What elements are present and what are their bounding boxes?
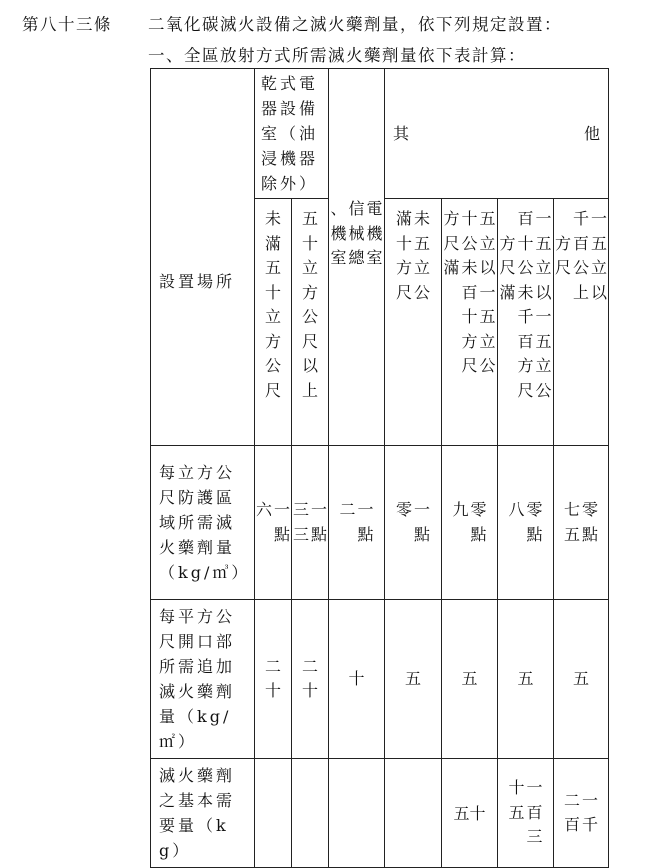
row3-label-cell: [151, 759, 255, 868]
group-dry-electric: [255, 69, 329, 199]
o4-line-1: 一 五 立 以: [590, 209, 607, 302]
col-other-2-text: [442, 199, 497, 379]
col-other-1: [385, 199, 442, 446]
row1-label-cell: [151, 446, 255, 600]
row3-value-3: [329, 759, 385, 868]
r1-value-7-line-1: 零 點: [581, 500, 598, 544]
col-other-2: [442, 199, 498, 446]
col-other-4-text: [554, 199, 608, 305]
item-one-text: 一、全區放射方式所需滅火藥劑量依下表計算：: [148, 46, 526, 65]
group-other-char1: 其: [393, 124, 410, 143]
col-telecom: [329, 69, 385, 446]
row2-value-5: [442, 600, 498, 759]
r1-value-3-line-1: 一 點: [357, 500, 374, 544]
extinguishing-agent-table: [150, 68, 609, 868]
row-header-label: 設置場所: [159, 271, 236, 291]
row2-value-4: [385, 600, 442, 759]
r2-value-2-line-1: 二 十: [301, 656, 318, 700]
row3-value-2: [292, 759, 329, 868]
r3-value-6-line-1: 一 百 三: [526, 778, 543, 847]
row2-value-2: [292, 600, 329, 759]
r2-value-1-line-1: 二 十: [264, 656, 281, 700]
r1-value-5-line-1: 零 點: [470, 500, 487, 544]
r1-value-2-line-1: 一 點: [310, 500, 327, 544]
row1-label: 每立方公尺防護區域所需滅火藥劑量（kg/㎥）: [159, 463, 251, 582]
r1-value-1-line-1: 一 點: [273, 500, 290, 544]
col-other-4: [554, 199, 609, 446]
group-dry-label: 乾式電器設備室（油浸機器除外）: [261, 74, 319, 193]
o3-line-3: 方 尺 滿: [499, 233, 516, 302]
col-other-3: [498, 199, 554, 446]
col-dry-small-text: [255, 199, 291, 403]
r3-value-7-line-1: 一 千: [581, 790, 598, 834]
row1-value-5: [442, 446, 498, 600]
r2-value-3-line-1: 十: [348, 668, 365, 688]
col-dry-large-text: [292, 199, 328, 403]
r1-value-7-line-2: 七 五: [563, 500, 580, 544]
row3-value-6: [498, 759, 554, 868]
row3-value-4: [385, 759, 442, 868]
o2-line-1: 五 立 以 一 五 立 公: [479, 209, 496, 375]
row2-label: 每平方公尺開口部所需追加滅火藥劑量（kg/㎡）: [159, 607, 236, 751]
r2-value-4-line-1: 五: [404, 668, 421, 688]
r1-value-3-line-2: 二: [339, 500, 356, 519]
r1-value-6-line-1: 零 點: [526, 500, 543, 544]
row-header-cell: [151, 69, 255, 446]
r1-value-4-line-1: 一 點: [413, 500, 430, 544]
r3-value-6-line-2: 十 五: [508, 778, 525, 822]
row1-value-2: [292, 446, 329, 600]
o3-line-1: 一 五 立 以 一 五 立 公: [535, 209, 552, 400]
row2-value-3: [329, 600, 385, 759]
r2-value-5-line-1: 五: [461, 668, 478, 688]
col-other-1-text: [385, 199, 441, 305]
article-number: 第八十三條: [22, 15, 112, 34]
tele-line-2: 信 械 總: [348, 199, 365, 267]
r1-value-4-line-2: 零: [395, 500, 412, 519]
row1-value-6: [498, 446, 554, 600]
r1-value-6-line-2: 八: [508, 500, 525, 519]
row3-value-1: [255, 759, 292, 868]
row1-value-3: [329, 446, 385, 600]
r1-value-5-line-2: 九: [452, 500, 469, 519]
r2-value-6-line-1: 五: [517, 668, 534, 688]
col-dry-small: [255, 199, 292, 446]
row3-value-7: [554, 759, 609, 868]
o2-line-3: 方 尺 滿: [443, 209, 460, 277]
col-telecom-text: [329, 69, 384, 271]
group-other: [385, 69, 609, 199]
o4-line-3: 方 尺: [554, 233, 571, 277]
r2-value-7-line-1: 五: [572, 668, 589, 688]
col-other-3-text: [498, 199, 553, 403]
o3-line-2: 百 十 公 未 千 百 方 尺: [517, 209, 534, 400]
row3-value-5: [442, 759, 498, 868]
row2-value-6: [498, 600, 554, 759]
r1-value-1-line-2: 六: [255, 500, 272, 519]
row1-value-1: [255, 446, 292, 600]
dry_small-line: 未 滿 五 十 立 方 公 尺: [264, 209, 281, 400]
r3-value-5-text: 五十: [453, 803, 486, 823]
row2-value-1: [255, 600, 292, 759]
row1-value-4: [385, 446, 442, 600]
o4-line-2: 千 百 公 上: [572, 209, 589, 302]
o2-line-2: 十 公 未 百 十 方 尺: [461, 209, 478, 375]
col-dry-large: [292, 199, 329, 446]
r3-value-7-line-2: 二 百: [563, 790, 580, 834]
row3-label: 滅火藥劑之基本需要量（kg）: [159, 766, 236, 860]
tele-line-1: 電 機 室: [366, 199, 383, 267]
group-other-char2: 他: [583, 124, 600, 143]
dry_large-line: 五 十 立 方 公 尺 以 上: [301, 209, 318, 400]
row2-label-cell: [151, 600, 255, 759]
tele-line-3: 、 機 室: [330, 199, 347, 267]
row1-value-7: [554, 446, 609, 600]
article-intro: 二氧化碳滅火設備之滅火藥劑量，依下列規定設置：: [148, 15, 562, 34]
o1-line-2: 滿 十 方 尺: [395, 209, 412, 302]
r1-value-2-line-2: 三 三: [292, 500, 309, 544]
row2-value-7: [554, 600, 609, 759]
o1-line-1: 未 五 立 公: [413, 209, 430, 302]
